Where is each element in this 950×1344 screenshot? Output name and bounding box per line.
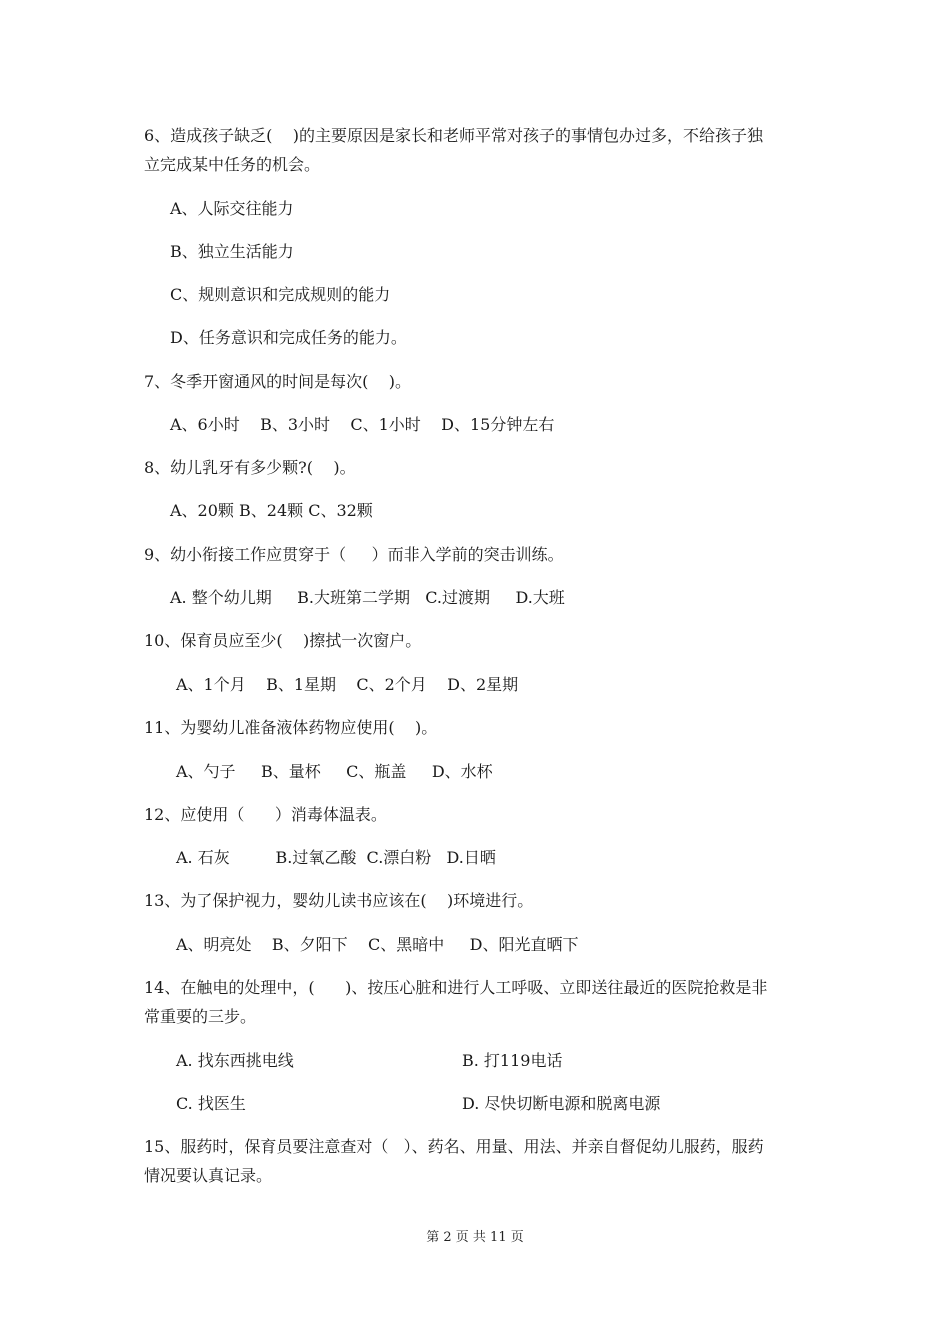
question-8-options: A、20颗 B、24颗 C、32颗: [170, 501, 373, 520]
question-9-text: 9、幼小衔接工作应贯穿于（ ）而非入学前的突击训练。: [144, 545, 564, 564]
page-footer: 第 2 页 共 11 页: [426, 1230, 524, 1245]
question-7-text: 7、冬季开窗通风的时间是每次( )。: [144, 372, 412, 391]
question-14-option-d: D. 尽快切断电源和脱离电源: [462, 1094, 661, 1113]
question-7-options: A、6小时 B、3小时 C、1小时 D、15分钟左右: [170, 415, 555, 434]
question-6-option-d: D、任务意识和完成任务的能力。: [170, 328, 407, 347]
question-14-option-c: C. 找医生: [176, 1094, 246, 1113]
question-11-options: A、勺子 B、量杯 C、瓶盖 D、水杯: [176, 762, 493, 781]
question-9-options: A. 整个幼儿期 B.大班第二学期 C.过渡期 D.大班: [170, 588, 565, 607]
question-14-text-line1: 14、在触电的处理中，( )、按压心脏和进行人工呼吸、立即送往最近的医院抢救是非: [144, 978, 768, 997]
question-6-text-line2: 立完成某中任务的机会。: [144, 155, 321, 174]
question-13-options: A、明亮处 B、夕阳下 C、黑暗中 D、阳光直晒下: [176, 935, 579, 954]
question-11-text: 11、为婴幼儿准备液体药物应使用( )。: [144, 718, 438, 737]
question-10-text: 10、保育员应至少( )擦拭一次窗户。: [144, 631, 422, 650]
question-14-option-a: A. 找东西挑电线: [176, 1051, 294, 1070]
question-12-options: A. 石灰 B.过氧乙酸 C.漂白粉 D.日晒: [176, 848, 496, 867]
question-6-option-a: A、人际交往能力: [170, 199, 294, 218]
question-6-text-line1: 6、造成孩子缺乏( )的主要原因是家长和老师平常对孩子的事情包办过多，不给孩子独: [144, 126, 764, 145]
question-8-text: 8、幼儿乳牙有多少颗?( )。: [144, 458, 356, 477]
question-14-option-b: B. 打119电话: [462, 1051, 563, 1070]
question-14-text-line2: 常重要的三步。: [144, 1007, 257, 1026]
question-6-option-b: B、独立生活能力: [170, 242, 294, 261]
question-6-option-c: C、规则意识和完成规则的能力: [170, 285, 391, 304]
question-15-text-line1: 15、服药时，保育员要注意查对（ ）、药名、用量、用法、并亲自督促幼儿服药，服药: [144, 1137, 764, 1156]
question-15-text-line2: 情况要认真记录。: [144, 1166, 273, 1185]
question-10-options: A、1个月 B、1星期 C、2个月 D、2星期: [176, 675, 519, 694]
question-13-text: 13、为了保护视力，婴幼儿读书应该在( )环境进行。: [144, 891, 534, 910]
question-12-text: 12、应使用（ ）消毒体温表。: [144, 805, 387, 824]
